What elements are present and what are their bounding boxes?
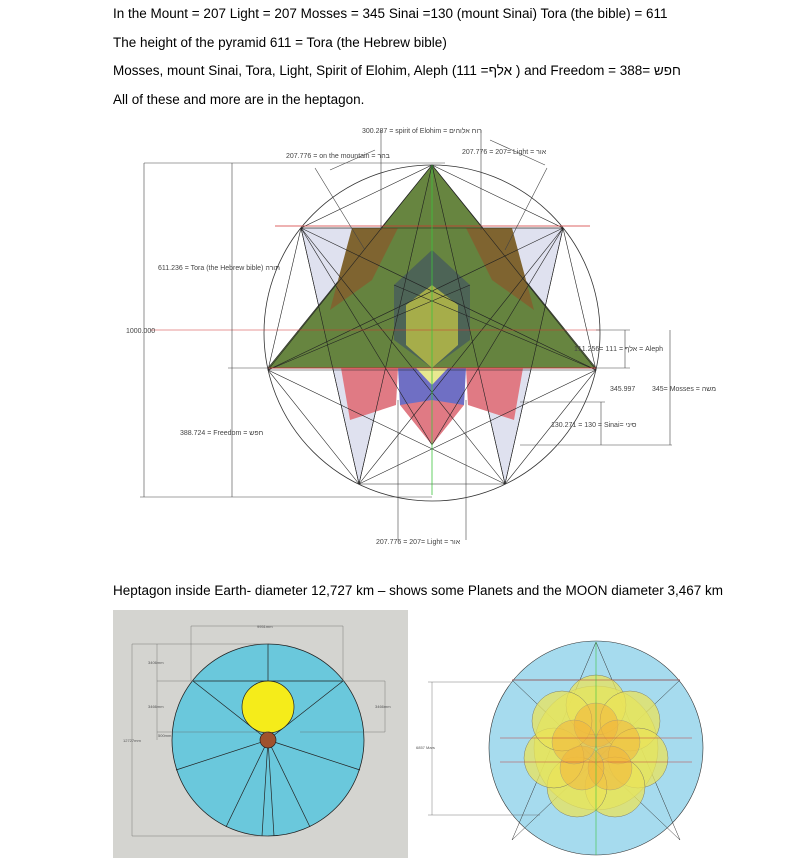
label-light-top: 207.776 = 207= Light = אור (462, 149, 547, 156)
intro-line-1: In the Mount = 207 Light = 207 Mosses = 345 Sinai =130 (mount Sinai) Tora (the bible) = 611 (113, 6, 668, 21)
earth-width-label: 9951mm (257, 624, 273, 629)
intro-line-2: The height of the pyramid 611 = Tora (the Hebrew bible) (113, 35, 447, 50)
earth-d2-label: 3466mm (148, 704, 164, 709)
earth-d3-label: 3466mm (375, 704, 391, 709)
earth-d1-label: 3406mm (148, 660, 164, 665)
label-light-bottom: 207.776 = 207= Light = אור (376, 539, 461, 546)
label-freedom: 388.724 = Freedom = חפש (180, 430, 264, 437)
mars-label: 6857 Mars (416, 745, 435, 750)
label-mosses-value: 345.997 (610, 386, 636, 393)
intro-line-4: All of these and more are in the heptagon. (113, 92, 365, 107)
earth-heading: Heptagon inside Earth- diameter 12,727 km – shows some Planets and the MOON diameter 3,467 km (113, 583, 724, 598)
label-aleph: 111.256= 111 = אלף = Aleph (574, 346, 664, 353)
earth-total-label: 12727mm (123, 738, 141, 743)
label-height: 1000.000 (126, 328, 156, 335)
label-spirit: 300.287 = spirit of Elohim = רוח אלוהים (362, 128, 482, 135)
label-tora: 611.236 = Tora (the Hebrew bible) תורה (158, 265, 280, 272)
label-mountain: 207.776 = on the mountain = בהר (286, 153, 390, 160)
earth-d4-label: 500mm (158, 733, 172, 738)
label-mosses: 345= Mosses = משה (652, 386, 717, 393)
label-sinai: 130.271 = 130 = Sinai= סיני (551, 422, 637, 429)
intro-line-3: Mosses, mount Sinai, Tora, Light, Spirit of Elohim, Aleph (111 =אלף ) and Freedom = 388= חפש (113, 63, 681, 78)
